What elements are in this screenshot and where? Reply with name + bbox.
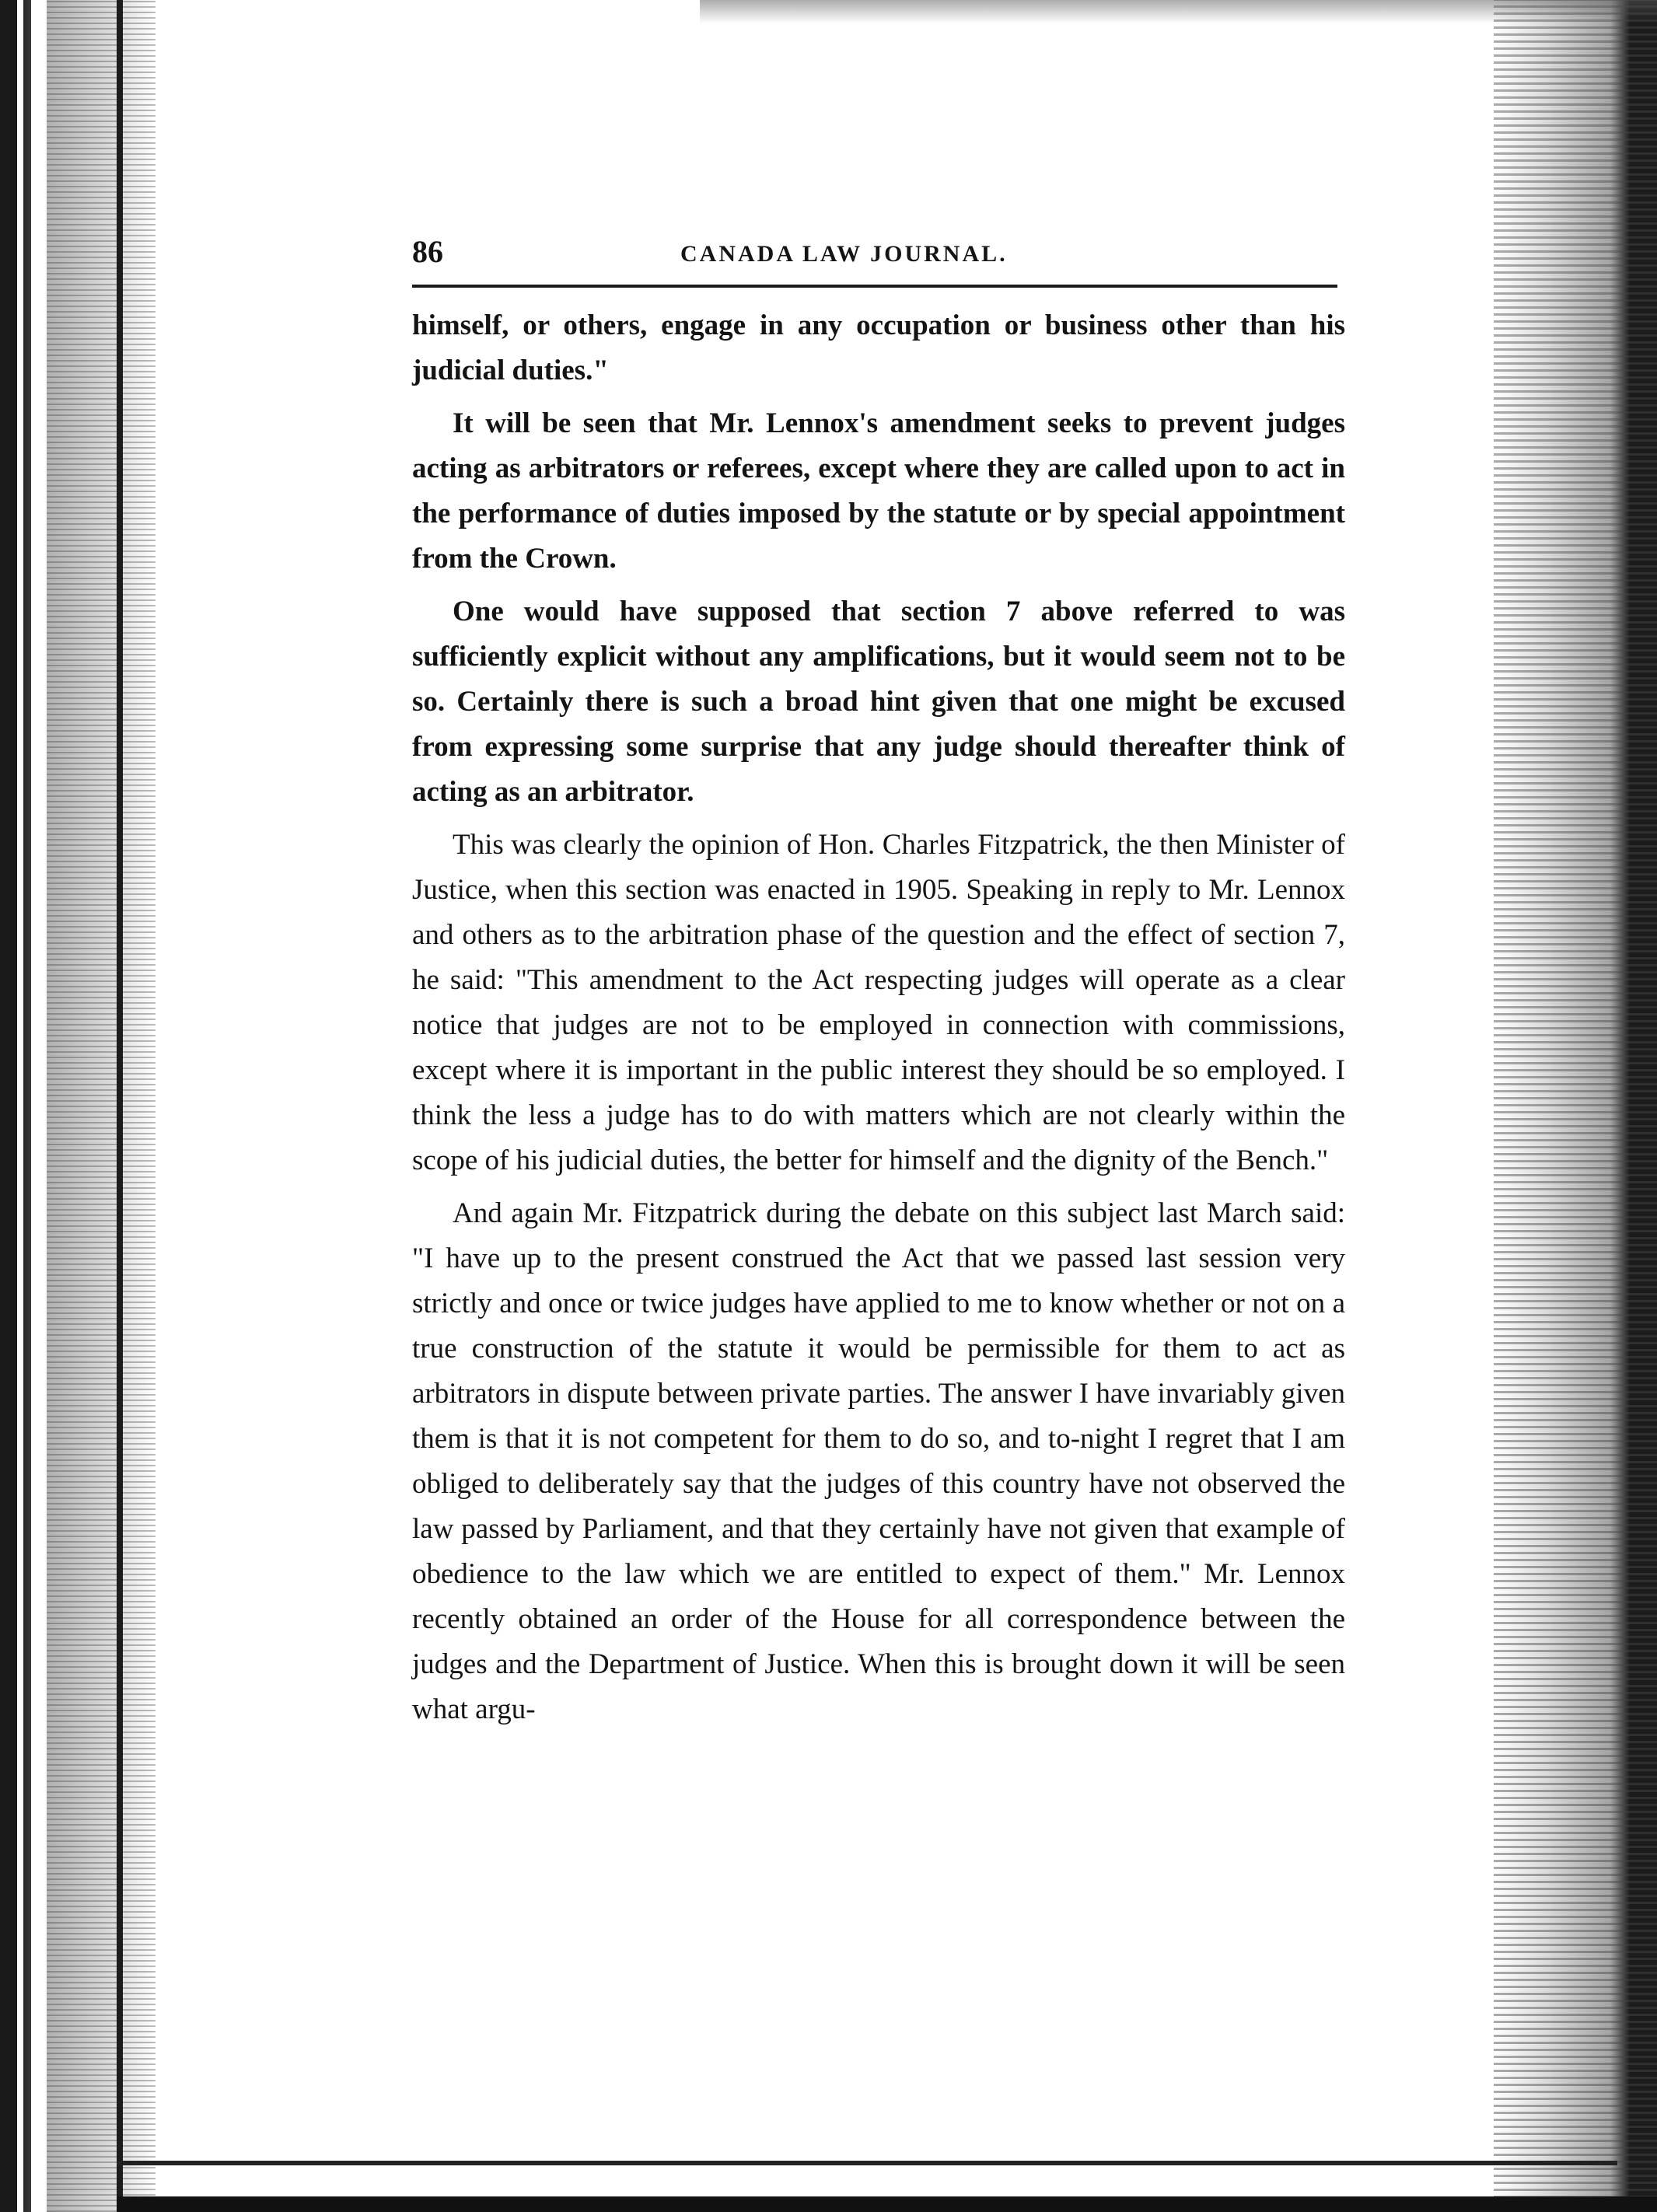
paragraph-lennox-amendment: It will be seen that Mr. Lennox's amendment seeks to prevent judges acting as arbitrators or referees, except where they are called upon to act in the performance of duties imposed by the statute or by special appointment from the Crown. [412,407,1345,575]
paragraph-section-7: One would have supposed that section 7 above referred to was sufficiently explicit without any amplifications, but it would seem not to be so. Certainly there is such a broad hint given that one might be excused from expressing some surprise that any judge should thereafter think of acting as an arbitrator. [412,596,1345,808]
scan-right-edge [1494,0,1657,2212]
scan-top-edge [700,0,1657,23]
scan-binding-edge [0,0,156,2212]
paragraph-continuation: himself, or others, engage in any occupation or business other than his judicial duties." [412,309,1345,386]
paragraph-fitzpatrick-opinion: This was clearly the opinion of Hon. Charles Fitzpatrick, the then Minister of Justice, when this section was enacted in 1905. Speaking in reply to Mr. Lennox and others as to the arbitration phase of the question and the effect of section 7, he said: "This amendment to the Act respecting judges will operate as a clear notice that judges are not to be employed in connection with commissions, except where it is important in the public interest they should be so employed. I think the less a judge has to do with matters which are not clearly within the scope of his judicial duties, the better for himself and the dignity of the Bench." [412,829,1345,1176]
journal-title: CANADA LAW JOURNAL. [680,241,1008,267]
scan-bottom-edge [117,2196,1657,2212]
running-head [412,233,1345,277]
paragraph-debate-quote: And again Mr. Fitzpatrick during the debate on this subject last March said: "I have up to the present construed the Act that we passed last session very strictly and once or twice judges have applied to me to know whether or not on a true construction of the statute it would be permissible for them to act as arbitrators in dispute between private parties. The answer I have invariably given them is that it is not competent for them to do so, and to-night I regret that I am obliged to deliberately say that the judges of this country have not observed the law passed by Parliament, and that they certainly have not given that example of obedience to the law which we are entitled to expect of them." Mr. Lennox recently obtained an order of the House for all correspondence between the judges and the Department of Justice. When this is brought down it will be seen what argu- [412,1197,1345,1725]
scan-bottom-line [117,2161,1617,2165]
article-body [412,303,1345,1732]
header-rule [412,285,1337,288]
page-number: 86 [412,234,443,269]
journal-page [412,233,1345,1740]
